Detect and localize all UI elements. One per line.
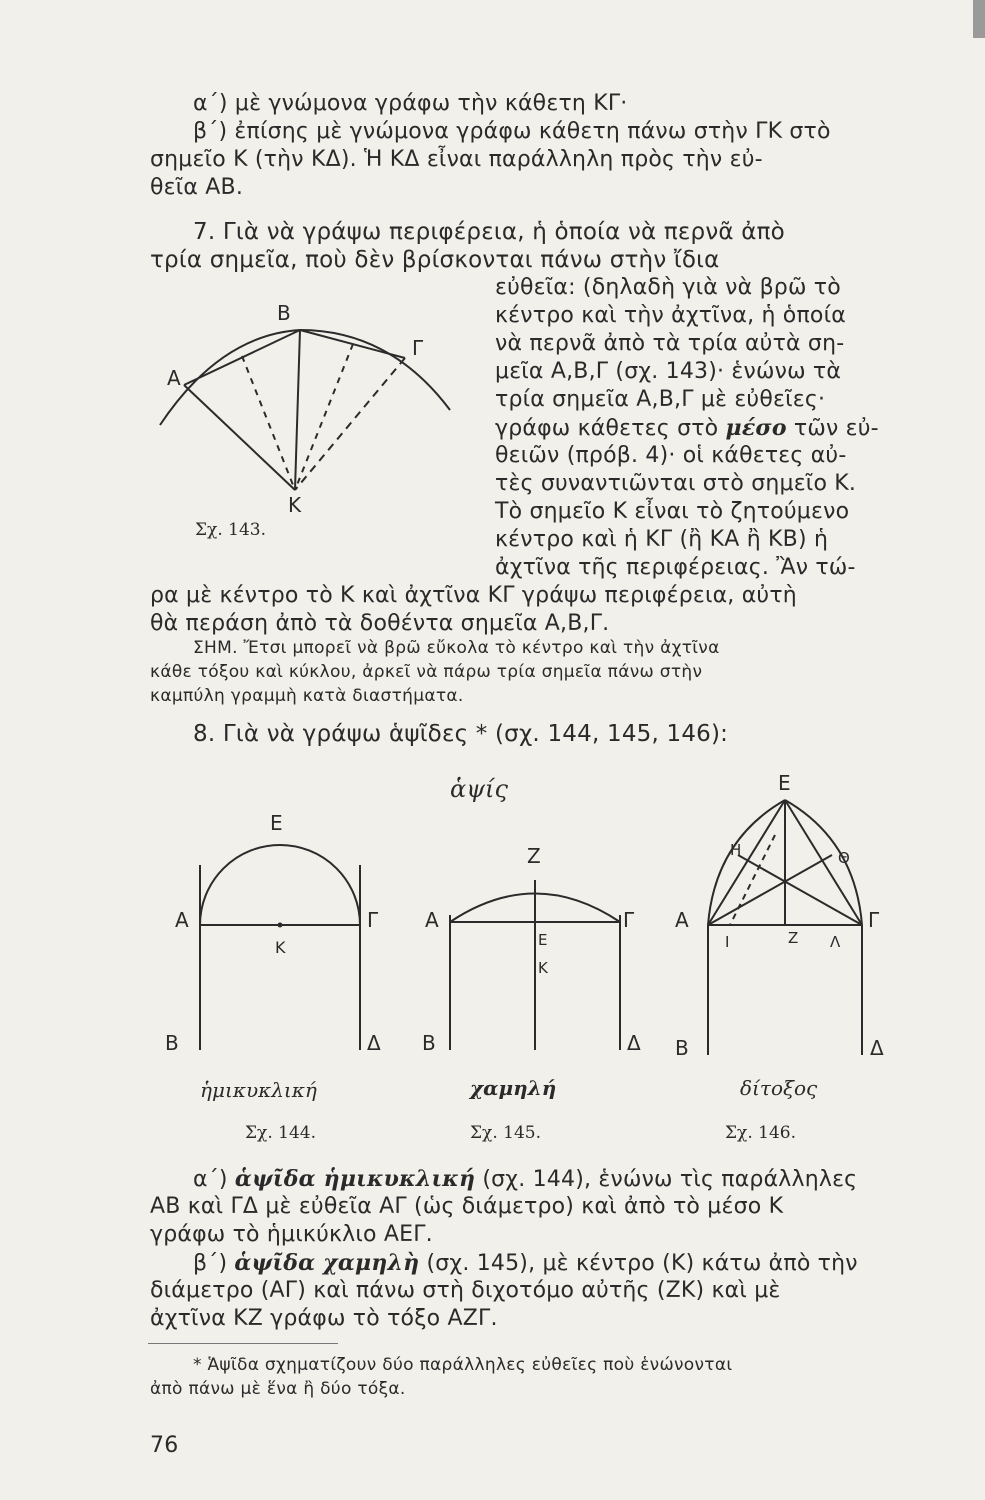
perpendicular-bisector bbox=[242, 356, 295, 490]
note-line: ΣΗΜ. Ἔτσι μπορεῖ νὰ βρῶ εὔκολα τὸ κέντρο καὶ τὴν ἀχτῖνα bbox=[193, 638, 720, 658]
label-G: Γ bbox=[367, 908, 379, 932]
text-line: σημεῖο Κ (τὴν ΚΔ). Ἡ ΚΔ εἶναι παράλληλη πρὸς τὴν εὐ- bbox=[150, 147, 763, 172]
radius-KA bbox=[184, 385, 295, 490]
handwritten-note: ἁψίς bbox=[450, 775, 508, 803]
emphasis-text: ἁψῖδα ἡμικυκλική bbox=[234, 1166, 476, 1192]
text-line: Τὸ σημεῖο Κ εἶναι τὸ ζητούμενο bbox=[495, 499, 850, 524]
emphasis-text: ἁψῖδα χαμηλὴ bbox=[234, 1250, 420, 1276]
figure-143 bbox=[150, 290, 490, 550]
text-line: ΑΒ καὶ ΓΔ μὲ εὐθεῖα ΑΓ (ὡς διάμετρο) καὶ ἀπὸ τὸ μέσο Κ bbox=[150, 1194, 784, 1219]
text-fragment: γράφω κάθετες στὸ bbox=[495, 416, 726, 441]
handwritten-label: δίτοξος bbox=[740, 1076, 818, 1100]
handwritten-label: ἡμικυκλική bbox=[200, 1078, 317, 1102]
figure-caption: Σχ. 143. bbox=[195, 520, 266, 540]
text-line: τρία σημεῖα Α,Β,Γ μὲ εὐθεῖες· bbox=[495, 387, 826, 412]
text-line: γράφω τὸ ἡμικύκλιο ΑΕΓ. bbox=[150, 1222, 433, 1247]
label-D: Δ bbox=[627, 1031, 641, 1055]
line-ThA bbox=[708, 855, 832, 925]
text-line: διάμετρο (ΑΓ) καὶ πάνω στὴ διχοτόμο αὐτῆς (ΖΚ) καὶ μὲ bbox=[150, 1278, 781, 1303]
label-Th: Θ bbox=[838, 849, 850, 867]
label-G: Γ bbox=[412, 336, 424, 360]
text-line: κέντρο καὶ ἡ ΚΓ (ἢ ΚΑ ἢ ΚΒ) ἡ bbox=[495, 527, 829, 552]
figure-caption: Σχ. 146. bbox=[725, 1123, 796, 1143]
figure-144 bbox=[160, 805, 410, 1150]
label-E: Ε bbox=[270, 811, 283, 835]
page-edge-mark bbox=[973, 0, 985, 38]
label-B: Β bbox=[277, 301, 291, 325]
text-fragment: β΄) bbox=[193, 1251, 235, 1276]
figure-145 bbox=[420, 805, 650, 1150]
handwritten-label: χαμηλή bbox=[470, 1076, 557, 1100]
text-line: κέντρο καὶ τὴν ἀχτῖνα, ἡ ὁποία bbox=[495, 303, 846, 328]
label-A: Α bbox=[425, 908, 439, 932]
figure-caption: Σχ. 145. bbox=[470, 1123, 541, 1143]
text-line bbox=[193, 1165, 857, 1194]
text-line bbox=[193, 1249, 858, 1278]
semicircle-arc bbox=[200, 845, 360, 925]
text-line: θειῶν (πρόβ. 4)· οἱ κάθετες αὐ- bbox=[495, 443, 847, 468]
line-EG bbox=[785, 800, 862, 925]
text-line: εὐθεῖα: (δηλαδὴ γιὰ νὰ βρῶ τὸ bbox=[495, 275, 841, 300]
footnote-divider bbox=[148, 1343, 338, 1344]
text-line: θὰ περάση ἀπὸ τὰ δοθέντα σημεῖα Α,Β,Γ. bbox=[150, 611, 610, 636]
text-line: τὲς συναντιῶνται στὸ σημεῖο Κ. bbox=[495, 471, 857, 496]
figure-caption: Σχ. 144. bbox=[245, 1123, 316, 1143]
label-K: Κ bbox=[538, 959, 548, 977]
label-I: Ι bbox=[725, 933, 730, 951]
footnote-line: * Ἁψῖδα σχηματίζουν δύο παράλληλες εὐθεῖες ποὺ ἑνώνονται bbox=[193, 1355, 733, 1375]
label-Z: Ζ bbox=[788, 929, 799, 947]
label-Z: Ζ bbox=[527, 844, 541, 868]
label-D: Δ bbox=[870, 1036, 884, 1060]
perpendicular-bisector bbox=[295, 344, 353, 490]
label-G: Γ bbox=[868, 908, 880, 932]
radius-KG-dashed bbox=[295, 358, 405, 490]
label-B: Β bbox=[675, 1036, 689, 1060]
text-line: νὰ περνᾶ ἀπὸ τὰ τρία αὐτὰ ση- bbox=[495, 331, 845, 356]
label-B: Β bbox=[165, 1031, 179, 1055]
circle-arc bbox=[160, 330, 450, 425]
text-fragment: (σχ. 145), μὲ κέντρο (Κ) κάτω ἀπὸ τὴν bbox=[419, 1251, 858, 1276]
label-E: Ε bbox=[778, 771, 791, 795]
center-point bbox=[278, 923, 283, 928]
note-line: κάθε τόξου καὶ κύκλου, ἀρκεῖ νὰ πάρω τρία σημεῖα πάνω στὴν bbox=[150, 662, 703, 682]
page-number: 76 bbox=[150, 1433, 179, 1458]
label-K: Κ bbox=[288, 493, 302, 517]
text-line: μεῖα Α,Β,Γ (σχ. 143)· ἑνώνω τὰ bbox=[495, 359, 842, 384]
label-A: Α bbox=[167, 366, 181, 390]
text-line: ἀχτῖνα ΚΖ γράφω τὸ τόξο ΑΖΓ. bbox=[150, 1306, 498, 1331]
footnote-line: ἀπὸ πάνω μὲ ἕνα ἢ δύο τόξα. bbox=[150, 1379, 406, 1399]
text-line: β΄) ἐπίσης μὲ γνώμονα γράφω κάθετη πάνω στὴν ΓΚ στὸ bbox=[193, 119, 831, 144]
figure-146 bbox=[670, 765, 910, 1150]
text-line bbox=[495, 414, 879, 443]
text-line: ἀχτῖνα τῆς περιφέρειας. Ἂν τώ- bbox=[495, 555, 856, 580]
label-E: Ε bbox=[538, 931, 548, 949]
label-A: Α bbox=[175, 908, 189, 932]
text-line: τρία σημεῖα, ποὺ δὲν βρίσκονται πάνω στὴν ἴδια bbox=[150, 247, 720, 273]
text-line: α΄) μὲ γνώμονα γράφω τὴν κάθετη ΚΓ· bbox=[193, 91, 628, 116]
label-A: Α bbox=[675, 908, 689, 932]
radius-KB bbox=[295, 330, 300, 490]
label-G: Γ bbox=[623, 908, 635, 932]
text-line: θεῖα ΑΒ. bbox=[150, 175, 244, 200]
label-K: Κ bbox=[275, 938, 286, 957]
text-fragment: τῶν εὐ- bbox=[786, 416, 879, 441]
text-fragment: α΄) bbox=[193, 1167, 235, 1192]
note-line: καμπύλη γραμμὴ κατὰ διαστήματα. bbox=[150, 686, 464, 706]
label-D: Δ bbox=[367, 1031, 381, 1055]
section-7-heading: 7. Γιὰ νὰ γράψω περιφέρεια, ἡ ὁποία νὰ περνᾶ ἀπὸ bbox=[193, 219, 785, 245]
label-L: Λ bbox=[830, 933, 841, 951]
text-line: ρα μὲ κέντρο τὸ Κ καὶ ἀχτῖνα ΚΓ γράψω περιφέρεια, αὐτὴ bbox=[150, 583, 797, 608]
handwriting-top bbox=[440, 765, 560, 810]
line-EA bbox=[708, 800, 785, 925]
section-8-heading: 8. Γιὰ νὰ γράψω ἁψῖδες * (σχ. 144, 145, 146): bbox=[193, 721, 729, 747]
emphasis-text: μέσο bbox=[725, 415, 787, 441]
label-H: Η bbox=[730, 841, 742, 859]
text-fragment: (σχ. 144), ἑνώνω τὶς παράλληλες bbox=[475, 1167, 858, 1192]
label-B: Β bbox=[422, 1031, 436, 1055]
